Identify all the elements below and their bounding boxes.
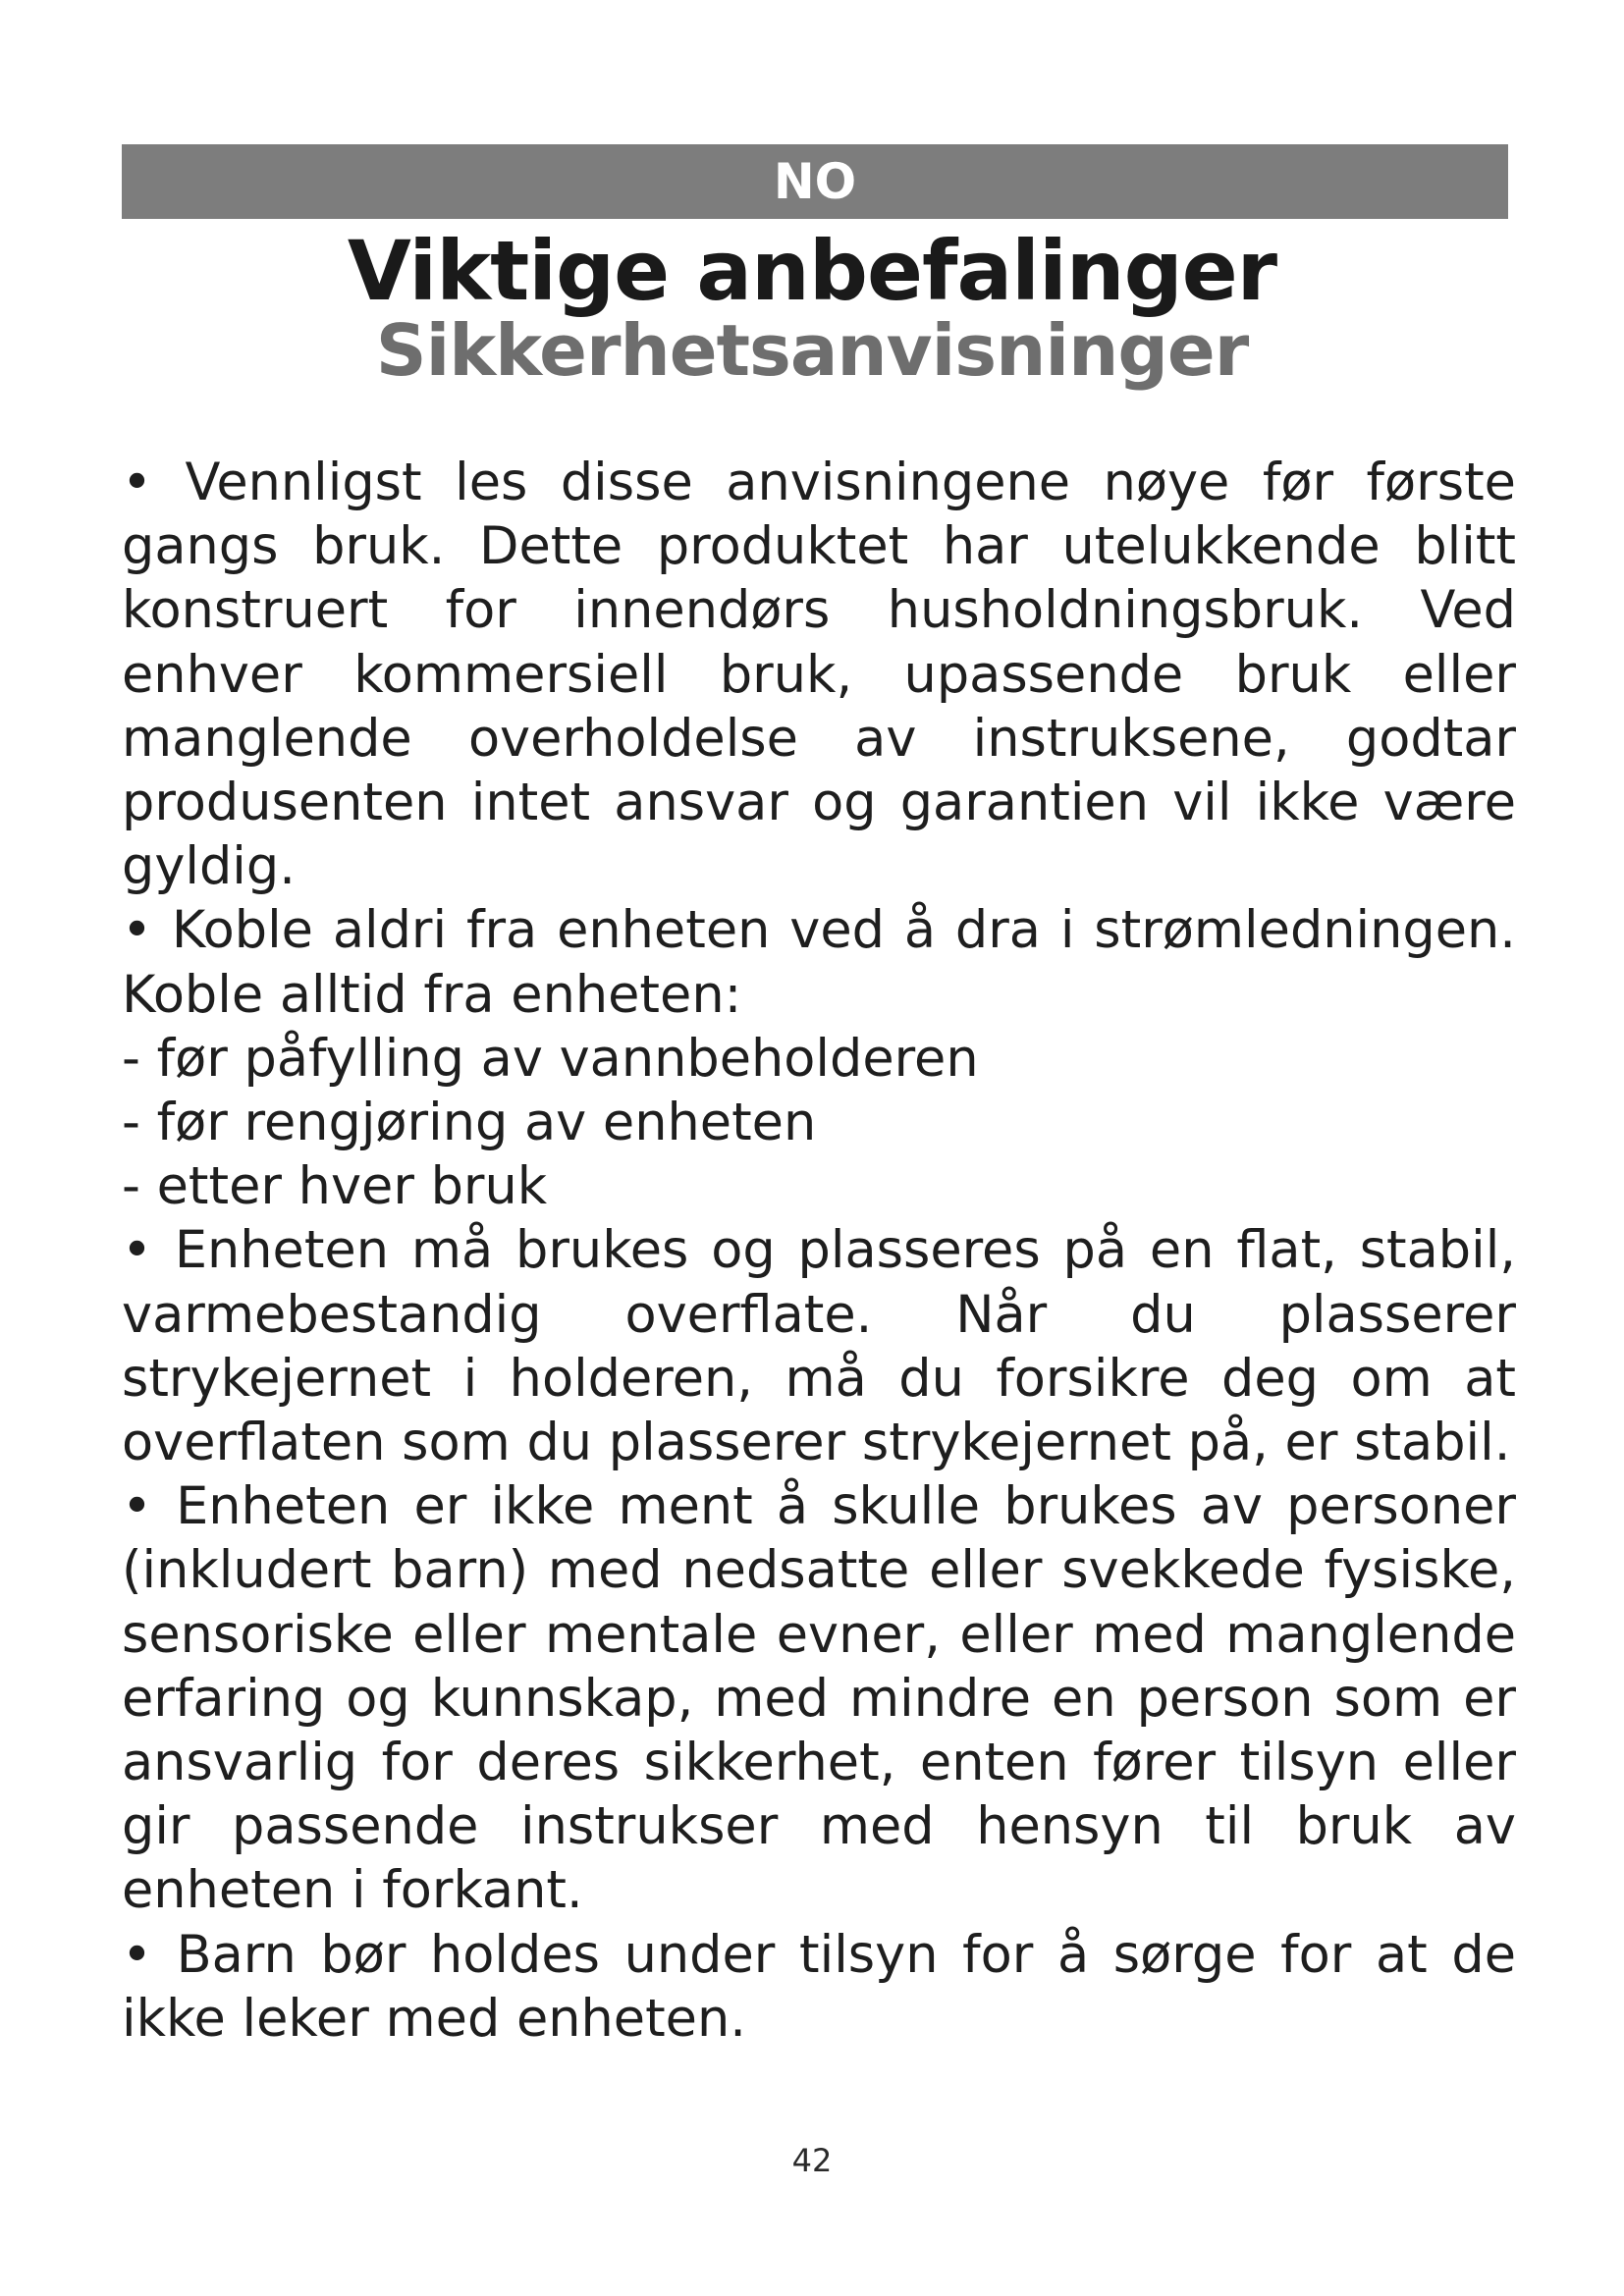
list-item-unplug-before-cleaning: - før rengjøring av enheten bbox=[122, 1093, 817, 1153]
page-subtitle: Sikkerhetsanvisninger bbox=[375, 309, 1249, 392]
list-item-unplug-after-use: - etter hver bruk bbox=[122, 1156, 548, 1217]
instruction-paragraph-children: • Barn bør holdes under tilsyn for å sørge for at de ikke leker med enheten. bbox=[122, 1924, 1516, 2049]
page-title: Viktige anbefalinger bbox=[347, 223, 1277, 319]
safety-instructions bbox=[122, 451, 1516, 2051]
instruction-paragraph-stable-surface: • Enheten må brukes og plasseres på en flat, stabil, varmebestandig overflate. Når du plasserer strykejernet i holderen, må du forsikre deg om at overflaten som du plasserer strykejernet på, er stabil. bbox=[122, 1220, 1516, 1473]
instruction-paragraph-unplug: • Koble aldri fra enheten ved å dra i strømledningen. Koble alltid fra enheten: bbox=[122, 900, 1516, 1025]
instruction-paragraph-read-carefully: • Vennligst les disse anvisningene nøye før første gangs bruk. Dette produktet har utelukkende blitt konstruert for innendørs husholdningsbruk. Ved enhver kommersiell bruk, upassende bruk eller manglende overholdelse av instruksene, godtar produsenten intet ansvar og garantien vil ikke være gyldig. bbox=[122, 453, 1516, 897]
page-number: 42 bbox=[791, 2142, 833, 2179]
language-code-bar: NO bbox=[122, 144, 1508, 219]
instruction-paragraph-supervision-persons: • Enheten er ikke ment å skulle brukes av personer (inkludert barn) med nedsatte eller svekkede fysiske, sensoriske eller mentale evner, eller med manglende erfaring og kunnskap, med mindre en person som er ansvarlig for deres sikkerhet, enten fører tilsyn eller gir passende instrukser med hensyn til bruk av enheten i forkant. bbox=[122, 1476, 1516, 1921]
list-item-unplug-before-filling: - før påfylling av vannbeholderen bbox=[122, 1028, 979, 1089]
